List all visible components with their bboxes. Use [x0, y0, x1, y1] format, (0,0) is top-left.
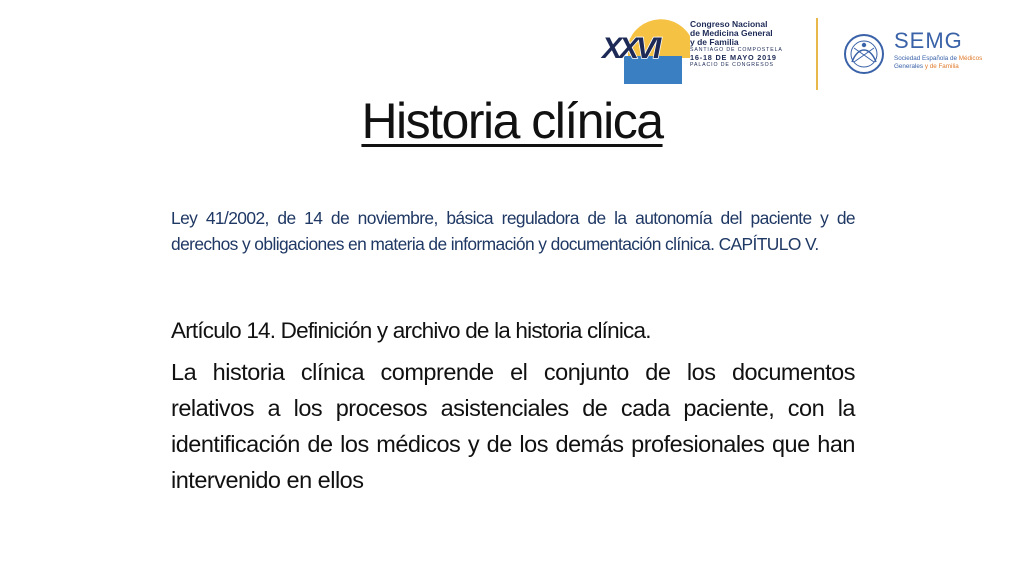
semg-logo: [842, 30, 992, 80]
law-reference: Ley 41/2002, de 14 de noviembre, básica reguladora de la autonomía del paciente y de derechos y obligaciones en materia de información y documentación clínica. CAPÍTULO V.: [171, 208, 855, 254]
semg-subtitle: [894, 55, 982, 71]
congress-title-line2: de Medicina General: [690, 28, 773, 38]
congress-title-line3: y de Familia: [690, 37, 739, 47]
semg-sub-line2-a: Generales: [894, 63, 925, 70]
semg-sub-line2-b: y de Familia: [924, 63, 959, 70]
article-body: La historia clínica comprende el conjunto de los documentos relativos a los procesos asistenciales de cada paciente, con la identificación de los médicos y de los demás profesionales que han intervenido en ellos: [171, 359, 855, 493]
congress-emblem-icon: [600, 14, 690, 94]
semg-emblem-icon: [842, 32, 886, 76]
congress-dates: 16-18 DE MAYO 2019: [690, 53, 777, 62]
congress-venue: PALACIO DE CONGRESOS: [690, 62, 774, 68]
semg-name: SEMG: [894, 28, 963, 53]
congress-location: SANTIAGO DE COMPOSTELA: [690, 47, 783, 53]
slide-title: Historia clínica: [361, 93, 663, 149]
semg-sub-line1-b: Médicos: [958, 55, 983, 62]
logo-divider: [816, 18, 818, 90]
article-heading: Artículo 14. Definición y archivo de la historia clínica.: [171, 318, 651, 343]
congress-logo: [600, 14, 800, 94]
congress-title-line1: Congreso Nacional: [690, 19, 768, 29]
semg-sub-line1-a: Sociedad Española de: [894, 55, 959, 62]
congress-numeral: XXVI: [602, 32, 659, 65]
